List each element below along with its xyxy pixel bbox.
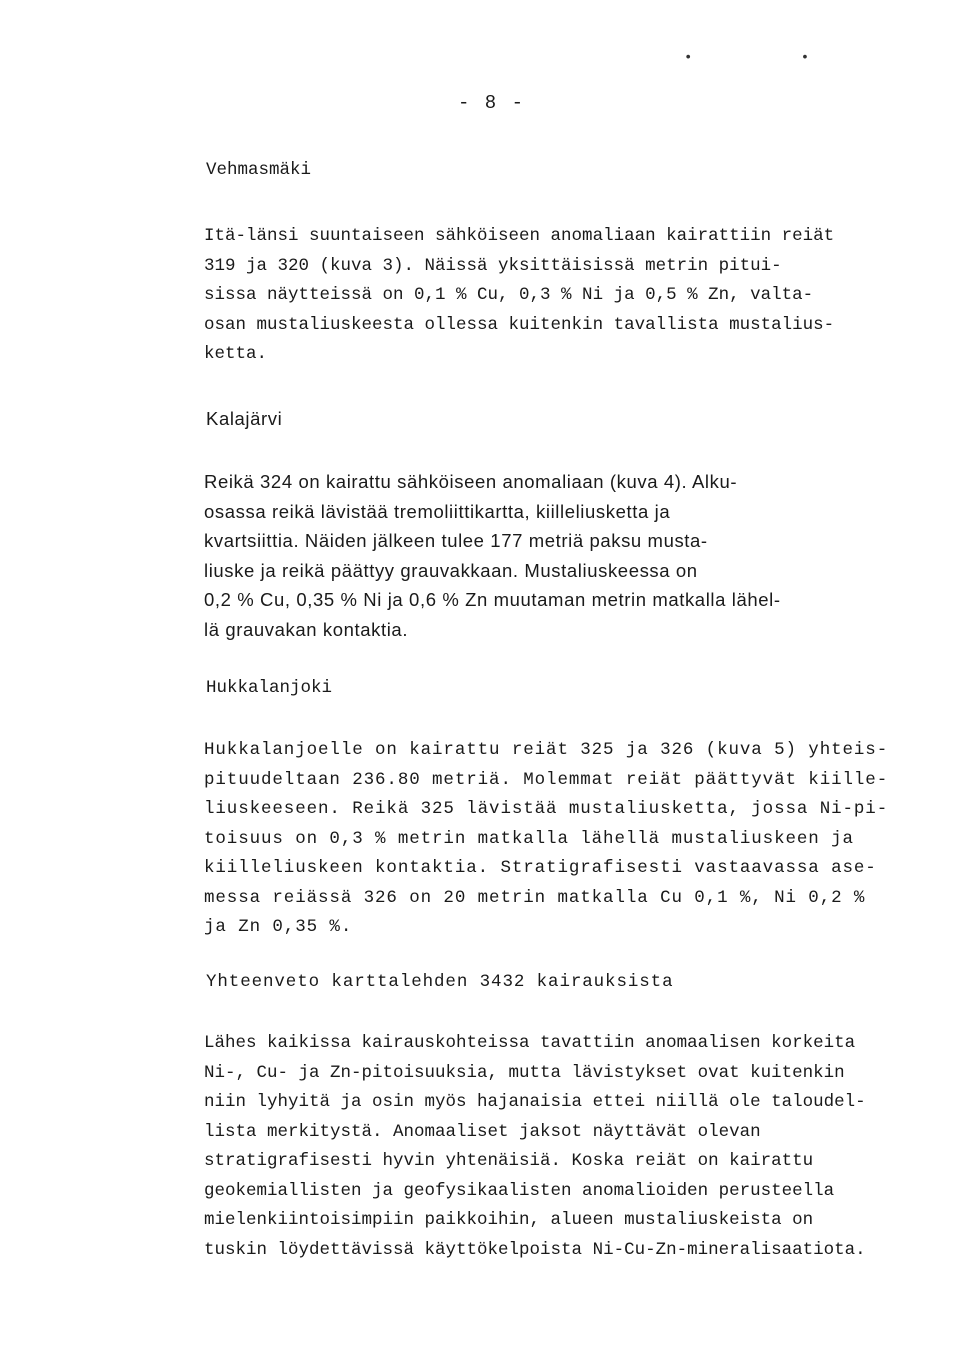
section-body-kalajarvi [204, 467, 924, 644]
text-line: mielenkiintoisimpiin paikkoihin, alueen mustaliuskeista on [204, 1210, 814, 1230]
text-line: kiilleliuskeen kontaktia. Stratigrafisesti vastaavassa ase- [204, 858, 877, 878]
text-line: ketta. [204, 344, 268, 364]
text-line: liuske ja reikä päättyy grauvakkaan. Mustaliuskeessa on [204, 559, 698, 581]
text-line: Itä-länsi suuntaiseen sähköiseen anomaliaan kairattiin reiät [204, 226, 835, 246]
text-line: Lähes kaikissa kairauskohteissa tavattiin anomaalisen korkeita [204, 1033, 856, 1053]
text-line: messa reiässä 326 on 20 metrin matkalla Cu 0,1 %, Ni 0,2 % [204, 887, 866, 908]
section-body-hukkalanjoki [204, 736, 924, 943]
text-line: toisuus on 0,3 % metrin matkalla lähellä mustaliuskeen ja [204, 828, 854, 849]
text-line: niin lyhyitä ja osin myös hajanaisia ettei niillä ole taloudel- [204, 1092, 866, 1112]
text-line: sissa näytteissä on 0,1 % Cu, 0,3 % Ni ja 0,5 % Zn, valta- [204, 285, 814, 305]
section-heading-kalajarvi: Kalajärvi [206, 408, 283, 429]
text-line: Hukkalanjoelle on kairattu reiät 325 ja 326 (kuva 5) yhteis- [204, 740, 889, 760]
text-line: osassa reikä lävistää tremoliittikartta, kiilleliusketta ja [204, 500, 671, 522]
text-line: lä grauvakan kontaktia. [204, 618, 409, 640]
section-body-yhteenveto [204, 1029, 924, 1265]
text-line: Ni-, Cu- ja Zn-pitoisuuksia, mutta lävistykset ovat kuitenkin [204, 1062, 845, 1083]
text-line: osan mustaliuskeesta ollessa kuitenkin tavallista mustalius- [204, 314, 835, 335]
text-line: kvartsiittia. Näiden jälkeen tulee 177 metriä paksu musta- [204, 530, 708, 551]
text-line: liuskeeseen. Reikä 325 lävistää mustaliusketta, jossa Ni-pi- [204, 799, 889, 819]
text-line: geokemiallisten ja geofysikaalisten anomalioiden perusteella [204, 1180, 835, 1201]
section-heading-hukkalanjoki: Hukkalanjoki [206, 678, 333, 698]
section-body-vehmasmaki [204, 222, 924, 370]
page-number: - 8 - [458, 92, 526, 114]
text-line: 319 ja 320 (kuva 3). Näissä yksittäisissä metrin pitui- [204, 255, 782, 276]
top-marks: • • [684, 50, 860, 66]
text-line: lista merkitystä. Anomaaliset jaksot näyttävät olevan [204, 1121, 761, 1142]
section-heading-yhteenveto: Yhteenveto karttalehden 3432 kairauksista [206, 972, 674, 992]
section-heading-vehmasmaki: Vehmasmäki [206, 160, 312, 180]
text-line: ja Zn 0,35 %. [204, 917, 353, 937]
text-line: stratigrafisesti hyvin yhtenäisiä. Koska reiät on kairattu [204, 1151, 814, 1171]
text-line: tuskin löydettävissä käyttökelpoista Ni-Cu-Zn-mineralisaatiota. [204, 1239, 866, 1260]
text-line: Reikä 324 on kairattu sähköiseen anomaliaan (kuva 4). Alku- [204, 471, 738, 492]
text-line: pituudeltaan 236.80 metriä. Molemmat reiät päättyvät kiille- [204, 769, 889, 790]
text-line: 0,2 % Cu, 0,35 % Ni ja 0,6 % Zn muutaman metrin matkalla lähel- [204, 589, 781, 610]
